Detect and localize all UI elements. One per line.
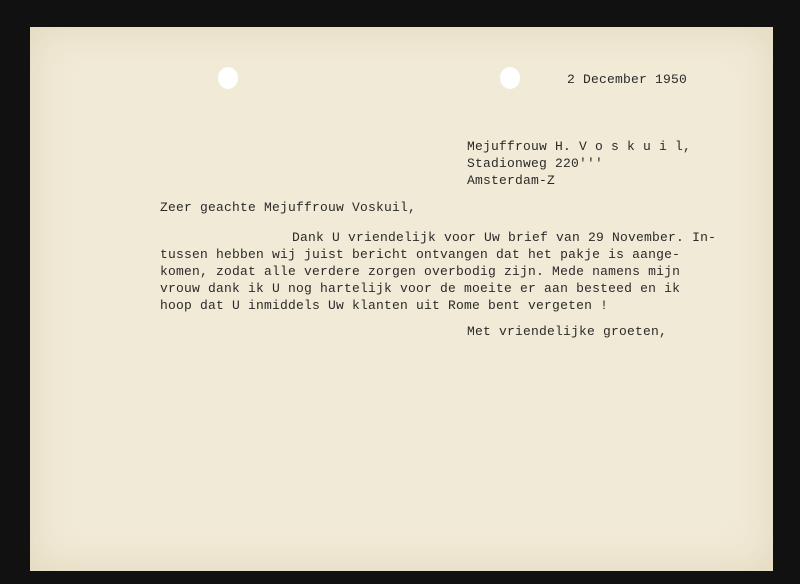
punch-hole (218, 67, 238, 89)
body-line: hoop dat U inmiddels Uw klanten uit Rome bent vergeten ! (160, 298, 609, 313)
body-line: Dank U vriendelijk voor Uw brief van 29 November. In- (292, 230, 717, 245)
recipient-city: Amsterdam-Z (467, 173, 556, 188)
closing: Met vriendelijke groeten, (467, 324, 668, 339)
punch-hole (500, 67, 520, 89)
body-line: vrouw dank ik U nog hartelijk voor de moeite er aan besteed en ik (160, 281, 681, 296)
letter-paper (30, 27, 773, 571)
letter-date: 2 December 1950 (567, 72, 688, 87)
recipient-name: Mejuffrouw H. V o s k u i l, (467, 139, 692, 154)
body-line: tussen hebben wij juist bericht ontvangen dat het pakje is aange- (160, 247, 681, 262)
body-line: komen, zodat alle verdere zorgen overbodig zijn. Mede namens mijn (160, 264, 681, 279)
recipient-street: Stadionweg 220''' (467, 156, 604, 171)
salutation: Zeer geachte Mejuffrouw Voskuil, (160, 200, 417, 215)
